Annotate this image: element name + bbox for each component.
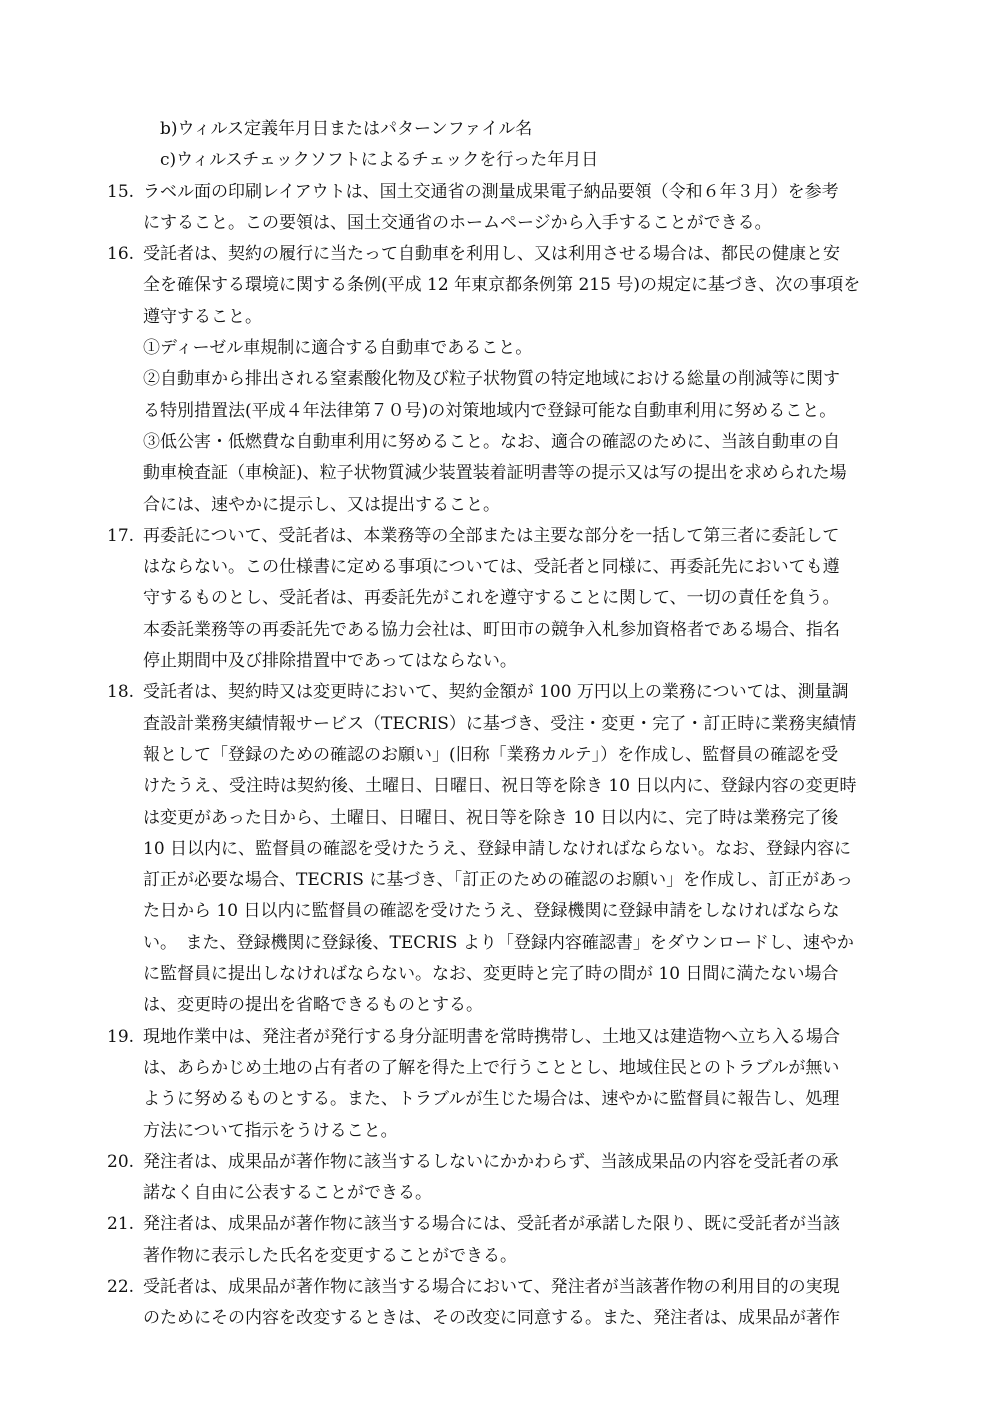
item-text-line: 本委託業務等の再委託先である協力会社は、町田市の競争入札参加資格者である場合、指名 [143, 619, 840, 640]
item-16 [0, 239, 1000, 270]
item-text-line: ように努めるものとする。また、トラブルが生じた場合は、速やかに監督員に報告し、処理 [143, 1089, 840, 1110]
item-text-line: ③低公害・低燃費な自動車利用に努めること。なお、適合の確認のために、当該自動車の自 [143, 431, 840, 452]
item-15 [0, 177, 1000, 208]
item-text-line: けたうえ、受注時は契約後、土曜日、日曜日、祝日等を除き 10 日以内に、登録内容の変更時 [143, 776, 857, 797]
item-text-line: 査設計業務実績情報サービス（TECRIS）に基づき、受注・変更・完了・訂正時に業務実績情 [143, 713, 857, 734]
item-text-line: に監督員に提出しなければならない。なお、変更時と完了時の間が 10 日間に満たない場合 [143, 964, 839, 985]
item-20 [0, 1147, 1000, 1178]
item-text-line: 諾なく自由に公表することができる。 [143, 1183, 432, 1204]
sub-item-c: c)ウィルスチェックソフトによるチェックを行った年月日 [160, 150, 599, 171]
item-text-line: 遵守すること。 [143, 306, 262, 327]
item-21 [0, 1209, 1000, 1240]
item-number: 21. [107, 1214, 135, 1235]
item-text-line: はならない。この仕様書に定める事項については、受託者と同様に、再委託先においても遵 [143, 557, 840, 578]
item-text-line: 停止期間中及び排除措置中であってはならない。 [143, 651, 517, 672]
item-number: 17. [107, 525, 135, 546]
item-text-line: 守するものとし、受託者は、再委託先がこれを遵守することに関して、一切の責任を負う。 [143, 588, 840, 609]
item-text-line: 方法について指示をうけること。 [143, 1120, 398, 1141]
item-text-line: 全を確保する環境に関する条例(平成 12 年東京都条例第 215 号)の規定に基づき、次の事項を [143, 275, 861, 296]
item-text: ラベル面の印刷レイアウトは、国土交通省の測量成果電子納品要領（令和６年３月）を参考 [143, 181, 839, 202]
item-text-line: 合には、速やかに提示し、又は提出すること。 [143, 494, 500, 515]
item-text-line: ①ディーゼル車規制に適合する自動車であること。 [143, 338, 533, 359]
item-text-line: 著作物に表示した氏名を変更することができる。 [143, 1245, 517, 1266]
item-number: 18. [107, 682, 135, 703]
item-17 [0, 521, 1000, 552]
item-text-line: 訂正が必要な場合、TECRIS に基づき、「訂正のための確認のお願い」を作成し、訂正があっ [143, 870, 853, 891]
item-number: 16. [107, 244, 135, 265]
item-text: 発注者は、成果品が著作物に該当するしないにかかわらず、当該成果品の内容を受託者の承 [143, 1151, 839, 1172]
item-19 [0, 1022, 1000, 1053]
item-text-line: 10 日以内に、監督員の確認を受けたうえ、登録申請しなければならない。なお、登録内容に [143, 838, 852, 859]
item-text-line: 報として「登録のための確認のお願い」(旧称「業務カルテ」）を作成し、監督員の確認を受 [143, 744, 839, 765]
item-text-line: ②自動車から排出される窒素酸化物及び粒子状物質の特定地域における総量の削減等に関す [143, 369, 840, 390]
item-text-line: い。 また、登録機関に登録後、TECRIS より「登録内容確認書」をダウンロードし、速やか [143, 932, 854, 953]
item-text: 発注者は、成果品が著作物に該当する場合には、受託者が承諾した限り、既に受託者が当該 [143, 1214, 840, 1235]
item-text: 受託者は、契約の履行に当たって自動車を利用し、又は利用させる場合は、都民の健康と安 [143, 244, 840, 265]
item-text-line: にすること。この要領は、国土交通省のホームページから入手することができる。 [143, 212, 772, 233]
sub-item-b: b)ウィルス定義年月日またはパターンファイル名 [160, 119, 533, 139]
item-number: 22. [107, 1276, 135, 1297]
item-text-line: 動車検査証（車検証)、粒子状物質減少装置装着証明書等の提示又は写の提出を求められた場 [143, 463, 847, 484]
item-text-line: のためにその内容を改変するときは、その改変に同意する。また、発注者は、成果品が著作 [143, 1308, 840, 1329]
item-text-line: る特別措置法(平成４年法律第７０号)の対策地域内で登録可能な自動車利用に努めること。 [143, 400, 837, 421]
item-text-line: は、あらかじめ土地の占有者の了解を得た上で行うこととし、地域住民とのトラブルが無い [143, 1057, 840, 1078]
item-22 [0, 1272, 1000, 1303]
item-text: 受託者は、成果品が著作物に該当する場合において、発注者が当該著作物の利用目的の実現 [143, 1276, 840, 1297]
item-number: 19. [107, 1026, 135, 1047]
item-number: 20. [107, 1151, 135, 1172]
item-text-line: は、変更時の提出を省略できるものとする。 [143, 995, 483, 1016]
document-body [0, 114, 1000, 1335]
item-18 [0, 677, 1000, 708]
item-number: 15. [107, 181, 135, 202]
item-text: 再委託について、受託者は、本業務等の全部または主要な部分を一括して第三者に委託して [143, 525, 840, 546]
item-text: 現地作業中は、発注者が発行する身分証明書を常時携帯し、土地又は建造物へ立ち入る場合 [143, 1026, 840, 1047]
item-text-line: は変更があった日から、土曜日、日曜日、祝日等を除き 10 日以内に、完了時は業務完了後 [143, 807, 839, 828]
item-text-line: た日から 10 日以内に監督員の確認を受けたうえ、登録機関に登録申請をしなければならな [143, 901, 840, 922]
item-text: 受託者は、契約時又は変更時において、契約金額が 100 万円以上の業務については、測量調 [143, 682, 849, 703]
